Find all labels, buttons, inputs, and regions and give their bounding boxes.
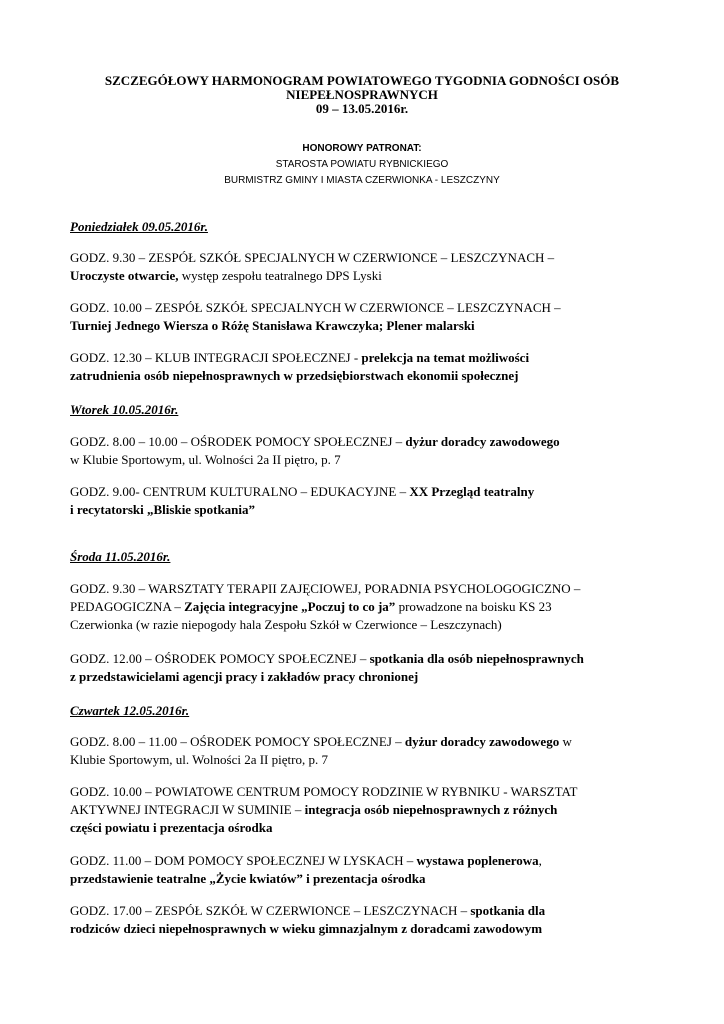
- day-heading-tuesday: Wtorek 10.05.2016r.: [70, 402, 179, 417]
- entry-highlight: z przedstawicielami agencji pracy i zakładów pracy chronionej: [70, 669, 419, 684]
- entry-line: [70, 317, 670, 335]
- entry-text: AKTYWNEJ INTEGRACJI W SUMINIE –: [70, 802, 305, 817]
- entry-line: Czerwionka (w razie niepogody hala Zespołu Szkół w Czerwionce – Leszczynach): [70, 617, 502, 632]
- entry-line: [70, 870, 670, 888]
- day-heading-wednesday: Środa 11.05.2016r.: [70, 549, 171, 564]
- patronage-label: HONOROWY PATRONAT:: [302, 143, 422, 154]
- entry-line: Klubie Sportowym, ul. Wolności 2a II piętro, p. 7: [70, 752, 328, 767]
- honorary-patronage: [40, 141, 684, 189]
- entry-line: [70, 433, 670, 451]
- entry-line: [70, 920, 670, 938]
- schedule-entry: [70, 902, 670, 938]
- entry-highlight: integracja osób niepełnosprawnych z różnych: [304, 802, 558, 817]
- entry-highlight: Turniej Jednego Wiersza o Różę Stanisława Krawczyka; Plener malarski: [70, 318, 475, 333]
- entry-line: [70, 349, 670, 367]
- entry-line: [70, 367, 670, 385]
- entry-highlight: spotkania dla: [470, 903, 546, 918]
- entry-line: GODZ. 10.00 – POWIATOWE CENTRUM POMOCY RODZINIE W RYBNIKU - WARSZTAT: [70, 784, 578, 799]
- schedule-entry: [70, 783, 670, 837]
- entry-line: w Klubie Sportowym, ul. Wolności 2a II piętro, p. 7: [70, 452, 341, 467]
- entry-highlight: XX Przegląd teatralny: [409, 484, 535, 499]
- entry-highlight: rodziców dzieci niepełnosprawnych w wieku gimnazjalnym z doradcami zawodowym: [70, 921, 543, 936]
- entry-text: prowadzone na boisku KS 23: [395, 599, 552, 614]
- entry-text: GODZ. 8.00 – 10.00 – OŚRODEK POMOCY SPOŁECZNEJ –: [70, 434, 406, 449]
- entry-line: [70, 650, 670, 668]
- entry-highlight: przedstawienie teatralne „Życie kwiatów” i prezentacja ośrodka: [70, 871, 426, 886]
- entry-highlight: Zajęcia integracyjne „Poczuj to co ja”: [184, 599, 396, 614]
- schedule-entry: [70, 433, 670, 469]
- entry-line: [70, 801, 670, 819]
- entry-text: GODZ. 17.00 – ZESPÓŁ SZKÓŁ W CZERWIONCE – LESZCZYNACH –: [70, 903, 471, 918]
- entry-text: PEDAGOGICZNA –: [70, 599, 185, 614]
- entry-text: występ zespołu teatralnego DPS Lyski: [178, 268, 382, 283]
- day-heading-monday: Poniedziałek 09.05.2016r.: [70, 219, 208, 234]
- patronage-line-1: STAROSTA POWIATU RYBNICKIEGO: [275, 159, 449, 170]
- entry-highlight: dyżur doradcy zawodowego: [404, 734, 560, 749]
- schedule-entry: [70, 650, 670, 686]
- entry-line: [70, 668, 670, 686]
- entry-line: GODZ. 9.30 – ZESPÓŁ SZKÓŁ SPECJALNYCH W CZERWIONCE – LESZCZYNACH –: [70, 250, 555, 265]
- entry-line: GODZ. 9.30 – WARSZTATY TERAPII ZAJĘCIOWEJ, PORADNIA PSYCHOLOGOGICZNO –: [70, 581, 581, 596]
- entry-text: GODZ. 11.00 – DOM POMOCY SPOŁECZNEJ W LYSKACH –: [70, 853, 417, 868]
- entry-highlight: spotkania dla osób niepełnosprawnych: [369, 651, 584, 666]
- schedule-entry: [70, 349, 670, 385]
- entry-line: [70, 819, 670, 837]
- entry-line: [70, 733, 670, 751]
- schedule-entry: [70, 733, 670, 769]
- entry-highlight: wystawa poplenerowa: [416, 853, 539, 868]
- entry-highlight: zatrudnienia osób niepełnosprawnych w przedsiębiorstwach ekonomii społecznej: [70, 368, 519, 383]
- entry-line: [70, 267, 670, 285]
- entry-text: ,: [538, 853, 542, 868]
- entry-text: GODZ. 9.00- CENTRUM KULTURALNO – EDUKACYJNE –: [70, 484, 410, 499]
- schedule-entry: [70, 249, 670, 285]
- entry-highlight: Uroczyste otwarcie,: [70, 268, 179, 283]
- entry-highlight: części powiatu i prezentacja ośrodka: [70, 820, 273, 835]
- entry-text: GODZ. 12.00 – OŚRODEK POMOCY SPOŁECZNEJ –: [70, 651, 370, 666]
- entry-line: [70, 902, 670, 920]
- document-title: [40, 74, 684, 116]
- title-line-1: SZCZEGÓŁOWY HARMONOGRAM POWIATOWEGO TYGODNIA GODNOŚCI OSÓB: [104, 73, 620, 88]
- day-heading-thursday: Czwartek 12.05.2016r.: [70, 703, 190, 718]
- title-line-2: NIEPEŁNOSPRAWNYCH: [286, 87, 438, 102]
- patronage-line-2: BURMISTRZ GMINY I MIASTA CZERWIONKA - LESZCZYNY: [224, 175, 500, 186]
- schedule-entry: [70, 852, 670, 888]
- entry-line: GODZ. 10.00 – ZESPÓŁ SZKÓŁ SPECJALNYCH W CZERWIONCE – LESZCZYNACH –: [70, 300, 561, 315]
- schedule-entry: [70, 299, 670, 335]
- schedule-entry: [70, 483, 670, 519]
- entry-text: GODZ. 12.30 – KLUB INTEGRACJI SPOŁECZNEJ -: [70, 350, 362, 365]
- entry-line: [70, 501, 670, 519]
- entry-highlight: i recytatorski „Bliskie spotkania”: [70, 502, 256, 517]
- entry-line: [70, 598, 670, 616]
- title-line-3: 09 – 13.05.2016r.: [315, 101, 409, 116]
- entry-text: w: [559, 734, 572, 749]
- entry-text: GODZ. 8.00 – 11.00 – OŚRODEK POMOCY SPOŁECZNEJ –: [70, 734, 405, 749]
- entry-highlight: prelekcja na temat możliwości: [361, 350, 530, 365]
- entry-highlight: dyżur doradcy zawodowego: [405, 434, 560, 449]
- schedule-entry: [70, 580, 670, 634]
- entry-line: [70, 483, 670, 501]
- entry-line: [70, 852, 670, 870]
